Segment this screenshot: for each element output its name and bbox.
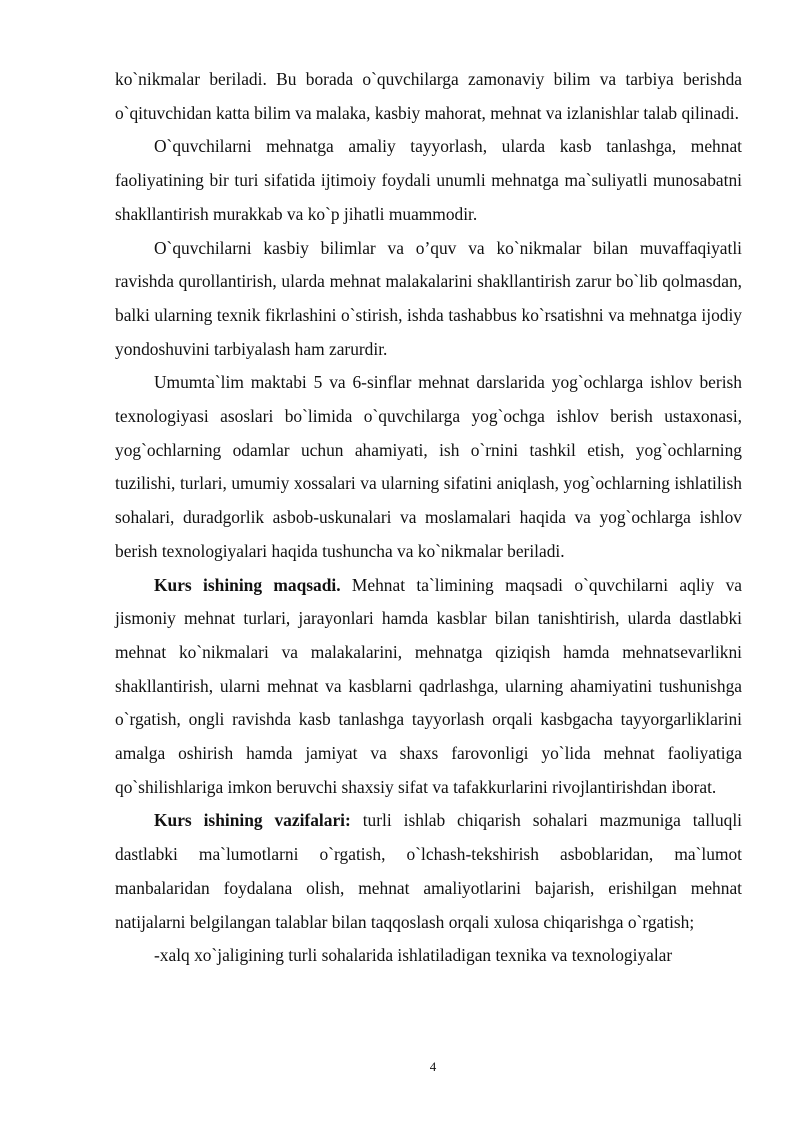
course-tasks-heading: Kurs ishining vazifalari: bbox=[154, 810, 351, 831]
paragraph-professional-skills: O`quvchilarni kasbiy bilimlar va o’quv va ko`nikmalar bilan muvaffaqiyatli ravishda qurollantirish, ularda mehnat malakalarini shakllantirish zarur bo`lib qolmasdan, balki ularning texnik fikrlashini o`stirish, ishda tashabbus ko`rsatishni va mehnatga ijodiy yondoshuvini tarbiyalash ham zarurdir. bbox=[115, 237, 742, 359]
paragraph-course-goal: Kurs ishining maqsadi. Mehnat ta`limining maqsadi o`quvchilarni aqliy va jismoniy mehnat turlari, jarayonlari hamda kasblar bilan tanishtirish, ularda dastlabki mehnat ko`nikmalari va malakalarini, mehnatga qiziqish hamda mehnatsevarlikni shakllantirish, ularni mehnat va kasblarni qadrlashga, ularning ahamiyatini tushunishga o`rgatish, ongli ravishda kasb tanlashga tayyorlash orqali kasbgacha tayyorgarliklarini amalga oshirish hamda jamiyat va shaxs farovonligi yo`lida mehnat faoliyatiga qo`shilishlariga imkon beruvchi shaxsiy sifat va tafakkurlarini rivojlantirishdan iborat. bbox=[115, 574, 742, 797]
course-goal-heading: Kurs ishining maqsadi. bbox=[154, 574, 341, 595]
paragraph-labor-readiness: O`quvchilarni mehnatga amaliy tayyorlash, ularda kasb tanlashga, mehnat faoliyatining bir turi sifatida ijtimoiy foydali unumli mehnatga ma`suliyatli munosabatni shakllantirish murakkab va ko`p jihatli muammodir. bbox=[115, 136, 742, 224]
paragraph-woodworking: Umumta`lim maktabi 5 va 6-sinflar mehnat darslarida yog`ochlarga ishlov berish texnologiyasi asoslari bo`limida o`quvchilarga yog`ochga ishlov berish ustaxonasi, yog`ochlarning odamlar uchun ahamiyati, ish o`rnini tashkil etish, yog`ochlarning tuzilishi, turlari, umumiy xossalari va ularning sifatini aniqlash, yog`ochlarning ishlatilish sohalari, duradgorlik asbob-uskunalari va moslamalari haqida va yog`ochlarga ishlov berish texnologiyalari haqida tushuncha va ko`nikmalar beriladi. bbox=[115, 372, 742, 561]
paragraph-list-item: -xalq xo`jaligining turli sohalarida ishlatiladigan texnika va texnologiyalar bbox=[154, 945, 673, 966]
page-number: 4 bbox=[429, 1059, 437, 1074]
paragraph-course-tasks: Kurs ishining vazifalari: turli ishlab chiqarish sohalari mazmuniga talluqli dastlabki ma`lumotlarni o`rgatish, o`lchash-tekshirish asboblaridan, ma`lumot manbalaridan foydalana olish, mehnat amaliyotlarini bajarish, erishilgan mehnat natijalarni belgilangan talablar bilan taqqoslash orqali xulosa chiqarishga o`rgatish; bbox=[115, 810, 742, 932]
body-text bbox=[115, 63, 742, 973]
paragraph-continuation: ko`nikmalar beriladi. Bu borada o`quvchilarga zamonaviy bilim va tarbiya berishda o`qituvchidan katta bilim va malaka, kasbiy mahorat, mehnat va izlanishlar talab qilinadi. bbox=[115, 69, 742, 123]
